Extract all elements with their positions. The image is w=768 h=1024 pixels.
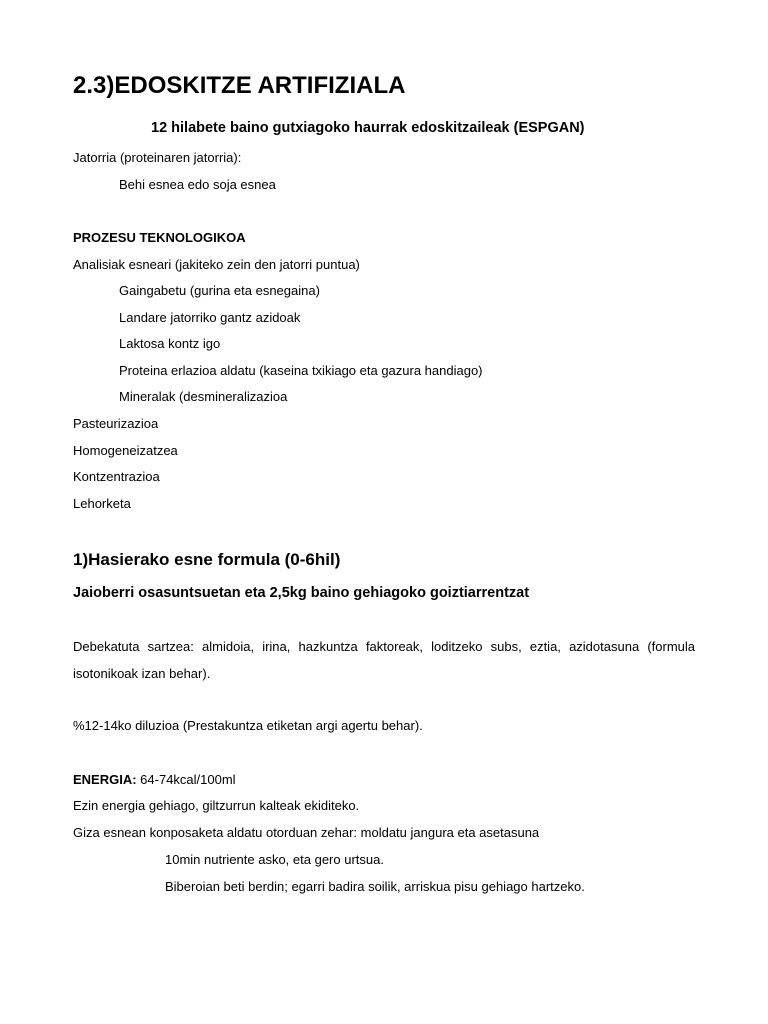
process-step: Kontzentrazioa (73, 469, 160, 484)
process-intro: Analisiak esneari (jakiteko zein den jatorri puntua) (73, 257, 360, 272)
process-sub-item: Gaingabetu (gurina eta esnegaina) (119, 283, 320, 298)
origin-value: Behi esnea edo soja esnea (119, 177, 276, 192)
process-sub-item: Proteina erlazioa aldatu (kaseina txikiago eta gazura handiago) (119, 363, 483, 378)
process-step: Homogeneizatzea (73, 443, 178, 458)
document-title: 2.3)EDOSKITZE ARTIFIZIALA (73, 72, 406, 99)
composition-line: Giza esnean konposaketa aldatu otorduan zehar: moldatu jangura eta asetasuna (73, 825, 540, 840)
process-heading: PROZESU TEKNOLOGIKOA (73, 230, 246, 245)
process-sub-item: Landare jatorriko gantz azidoak (119, 310, 301, 325)
process-step: Pasteurizazioa (73, 416, 159, 431)
process-step: Lehorketa (73, 496, 131, 511)
dilution-line: %12-14ko diluzioa (Prestakuntza etiketan argi agertu behar). (73, 718, 423, 733)
composition-item: Biberoian beti berdin; egarri badira soilik, arriskua pisu gehiago hartzeko. (165, 879, 585, 894)
process-sub-item: Mineralak (desmineralizazioa (119, 389, 288, 404)
origin-label: Jatorria (proteinaren jatorria): (73, 150, 242, 165)
energy-line (73, 772, 236, 788)
energy-note: Ezin energia gehiago, giltzurrun kalteak ekiditeko. (73, 798, 360, 813)
formula-subheading: Jaioberri osasuntsuetan eta 2,5kg baino gehiagoko goiztiarrentzat (73, 585, 530, 601)
composition-item: 10min nutriente asko, eta gero urtsua. (165, 852, 384, 867)
document-subtitle: 12 hilabete baino gutxiagoko haurrak edoskitzaileak (ESPGAN) (151, 120, 585, 136)
energy-value: 64-74kcal/100ml (136, 772, 236, 787)
energy-label: ENERGIA: (73, 772, 137, 787)
forbidden-paragraph: Debekatuta sartzea: almidoia, irina, hazkuntza faktoreak, loditzeko subs, eztia, azidotasuna (formula isotonikoak izan behar). (73, 639, 695, 681)
formula-heading: 1)Hasierako esne formula (0-6hil) (73, 550, 341, 569)
process-sub-item: Laktosa kontz igo (119, 336, 221, 351)
